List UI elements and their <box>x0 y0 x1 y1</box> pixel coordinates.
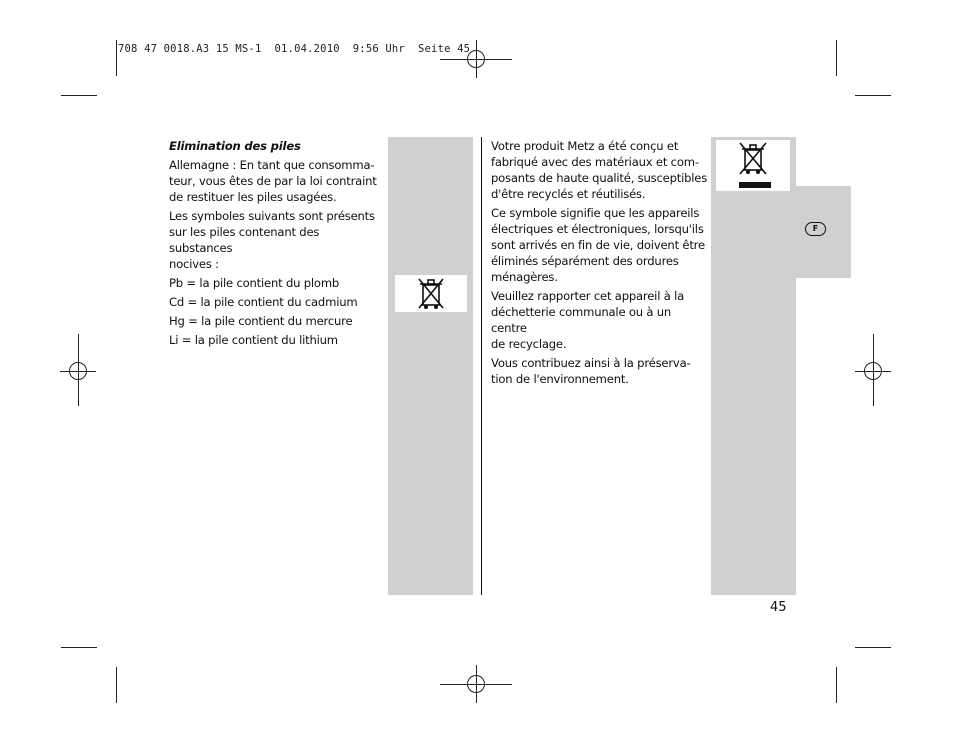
crop-mark <box>836 667 837 703</box>
crop-mark <box>836 40 837 76</box>
left-margin-panel <box>388 137 473 595</box>
symbol-line-hg: Hg = la pile contient du mercure <box>169 314 353 328</box>
crop-mark <box>61 647 97 648</box>
right-text-column <box>491 138 709 390</box>
battery-symbol-box <box>395 275 467 312</box>
crop-mark <box>116 667 117 703</box>
crossed-out-wheelie-bin-icon <box>395 275 467 312</box>
paragraph: Vous contribuez ainsi à la préserva- tion de l'environnement. <box>491 356 691 386</box>
page-number: 45 <box>770 600 787 615</box>
symbol-line-pb: Pb = la pile contient du plomb <box>169 276 340 290</box>
crop-mark <box>61 95 97 96</box>
weee-symbol-box <box>716 140 790 191</box>
crossed-out-wheelie-bin-with-bar-icon <box>716 140 790 191</box>
printer-slug: 708 47 0018.A3 15 MS-1 01.04.2010 9:56 Uhr Seite 45 <box>118 43 471 55</box>
crop-mark <box>855 647 891 648</box>
crop-mark <box>116 40 117 76</box>
paragraph: Veuillez rapporter cet appareil à la déchetterie communale ou à un centre de recyclage. <box>491 289 685 351</box>
language-badge: F <box>805 222 826 236</box>
right-margin-panel <box>711 137 796 595</box>
paragraph: Votre produit Metz a été conçu et fabriqué avec des matériaux et com- posants de haute qualité, susceptibles d'être recyclés et réutilisés. <box>491 139 708 201</box>
paragraph: Les symboles suivants sont présents sur les piles contenant des substances nocives : <box>169 209 375 271</box>
section-heading: Elimination des piles <box>169 139 301 153</box>
column-divider <box>481 137 482 595</box>
symbol-line-li: Li = la pile contient du lithium <box>169 333 338 347</box>
symbol-line-cd: Cd = la pile contient du cadmium <box>169 295 358 309</box>
crop-mark <box>855 95 891 96</box>
left-text-column <box>169 138 385 351</box>
paragraph: Allemagne : En tant que consomma- teur, vous êtes de par la loi contraint de restituer les piles usagées. <box>169 158 377 204</box>
paragraph: Ce symbole signifie que les appareils électriques et électroniques, lorsqu'ils sont arrivés en fin de vie, doivent être éliminés séparément des ordures ménagères. <box>491 206 705 284</box>
